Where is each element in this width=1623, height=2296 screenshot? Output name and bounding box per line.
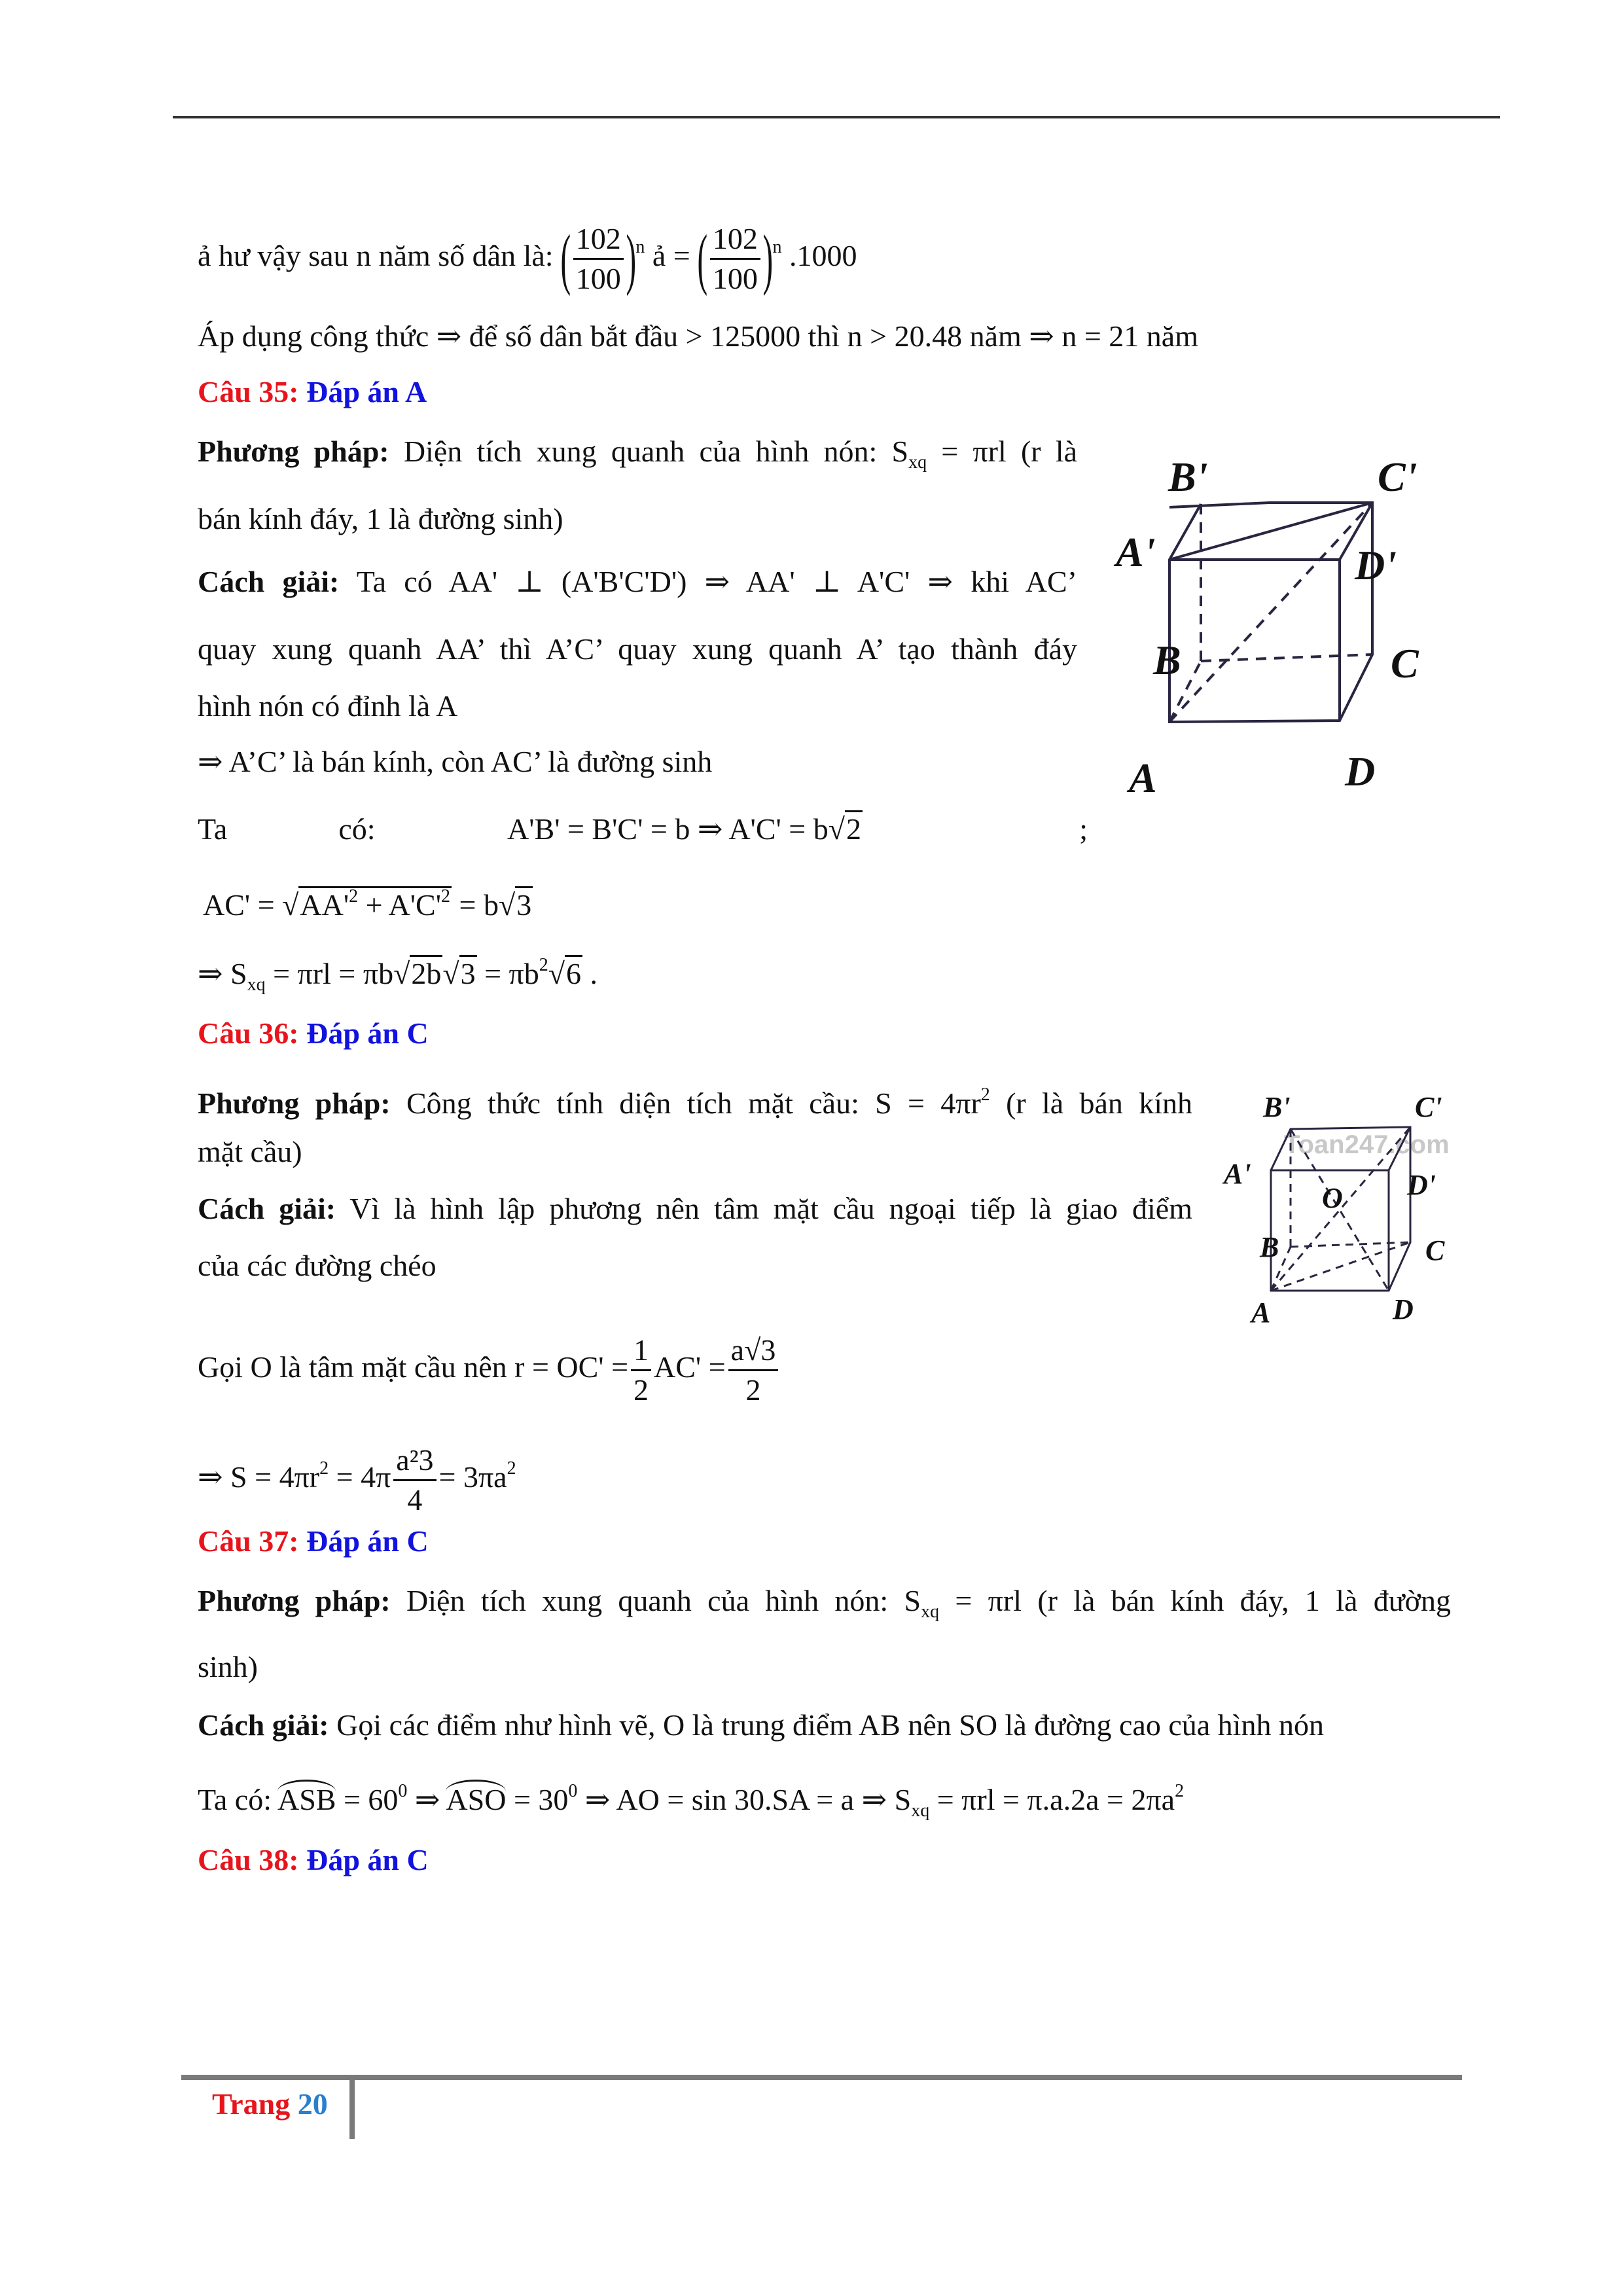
label-b-prime: B': [1168, 454, 1208, 500]
label-c: C: [1425, 1234, 1445, 1266]
q37-method: Phương pháp: Diện tích xung quanh của hình nón: $S_{xq} = \pi rl$ (r là bán kính đáy, 1 là đường: [198, 1584, 1451, 1622]
q35-solution: Cách giải: Ta có AA' ⊥ (A'B'C'D') ⇒ AA' ⊥ A'C' ⇒ khi AC’: [198, 565, 1077, 598]
watermark: Toan247.com: [1284, 1130, 1450, 1159]
label-b: B: [1153, 637, 1181, 683]
q35-method-cont: bán kính đáy, 1 là đường sinh): [198, 502, 563, 535]
q35-method: Phương pháp: Diện tích xung quanh của hình nón: $S_{xq} = \pi rl$ (r là: [198, 435, 1077, 473]
header-rule: [173, 116, 1500, 118]
label-a: A: [1129, 755, 1157, 801]
q35-solution-line4: ⇒ A’C’ là bán kính, còn AC’ là đường sinh: [198, 745, 713, 778]
q36-method: Phương pháp: Công thức tính diện tích mặt cầu: $S = 4\pi r^2$ (r là bán kính: [198, 1085, 1192, 1120]
label-c-prime: C': [1415, 1091, 1442, 1123]
q36-eq2: ⇒ $S = 4\pi r^2 = 4\pi$ $\frac{\text{a²3}}{4}$ = $3\pi a^2$: [198, 1441, 516, 1519]
q35-eq2: $AC' = √AA'^2 + A'C'^2 = b√3$: [203, 886, 532, 922]
label-c: C: [1391, 640, 1419, 687]
question-35-heading: Câu 35: Đáp án A: [198, 375, 427, 408]
label-a-prime: A': [1116, 529, 1156, 575]
q37-eq: Ta có: ASB = $60^0$ ⇒ ASO = $30^0$ ⇒ AO = sin 30.SA = a ⇒ $S_{xq} = \pi rl = \pi.a.2a = 2\pi a^2$: [198, 1781, 1185, 1821]
label-b: B: [1260, 1231, 1279, 1263]
q35-solution-line3: hình nón có đỉnh là A: [198, 689, 458, 723]
population-result: Áp dụng công thức ⇒ để số dân bắt đầu > 125000 thì n > 20.48 năm ⇒ n = 21 năm: [198, 319, 1198, 353]
question-38-heading: Câu 38: Đáp án C: [198, 1843, 429, 1876]
cube-figure-q36: [1211, 1073, 1472, 1335]
q36-solution: Cách giải: Vì là hình lập phương nên tâm mặt cầu ngoại tiếp là giao điểm: [198, 1192, 1192, 1225]
label-d: D: [1345, 748, 1376, 795]
population-formula: ả hư vậy sau n năm số dân là: ( $\frac{102}{100}$ )$^n$ ả = ( $\frac{102}{100}$ )$^n$ .1000: [198, 221, 857, 296]
cube-figure-q35: [1106, 432, 1472, 825]
label-b-prime: B': [1263, 1091, 1291, 1123]
q37-method-cont: sinh): [198, 1650, 258, 1683]
label-d: D: [1393, 1293, 1414, 1325]
label-o: O: [1322, 1182, 1343, 1214]
label-d-prime: D': [1355, 542, 1397, 588]
question-37-heading: Câu 37: Đáp án C: [198, 1524, 429, 1558]
q36-method-cont: mặt cầu): [198, 1135, 302, 1168]
q37-solution: Cách giải: Gọi các điểm như hình vẽ, O là trung điểm AB nên SO là đường cao của hình nón: [198, 1708, 1324, 1742]
question-36-heading: Câu 36: Đáp án C: [198, 1016, 429, 1050]
q35-eq1: Ta có: A'B' = B'C' = b ⇒ A'C' = b√2 ;: [198, 811, 1088, 848]
q35-solution-line2: quay xung quanh AA’ thì A’C’ quay xung quanh A’ tạo thành đáy: [198, 632, 1077, 666]
q35-eq3: ⇒ $S_{xq} = \pi rl = \pi b√2b√3 = \pi b^2√6$ .: [198, 955, 597, 995]
footer-divider: [349, 2075, 355, 2139]
q36-solution-line2: của các đường chéo: [198, 1249, 437, 1282]
q36-eq1: Gọi O là tâm mặt cầu nên r = OC' = $\frac{1}{2}$ AC' = $\frac{a√3}{2}$: [198, 1331, 781, 1409]
page-number: Trang 20: [212, 2087, 328, 2121]
label-a-prime: A': [1224, 1158, 1251, 1190]
footer-rule: [181, 2075, 1462, 2080]
label-d-prime: D': [1407, 1169, 1436, 1201]
label-a: A: [1251, 1297, 1271, 1329]
label-c-prime: C': [1378, 454, 1418, 500]
